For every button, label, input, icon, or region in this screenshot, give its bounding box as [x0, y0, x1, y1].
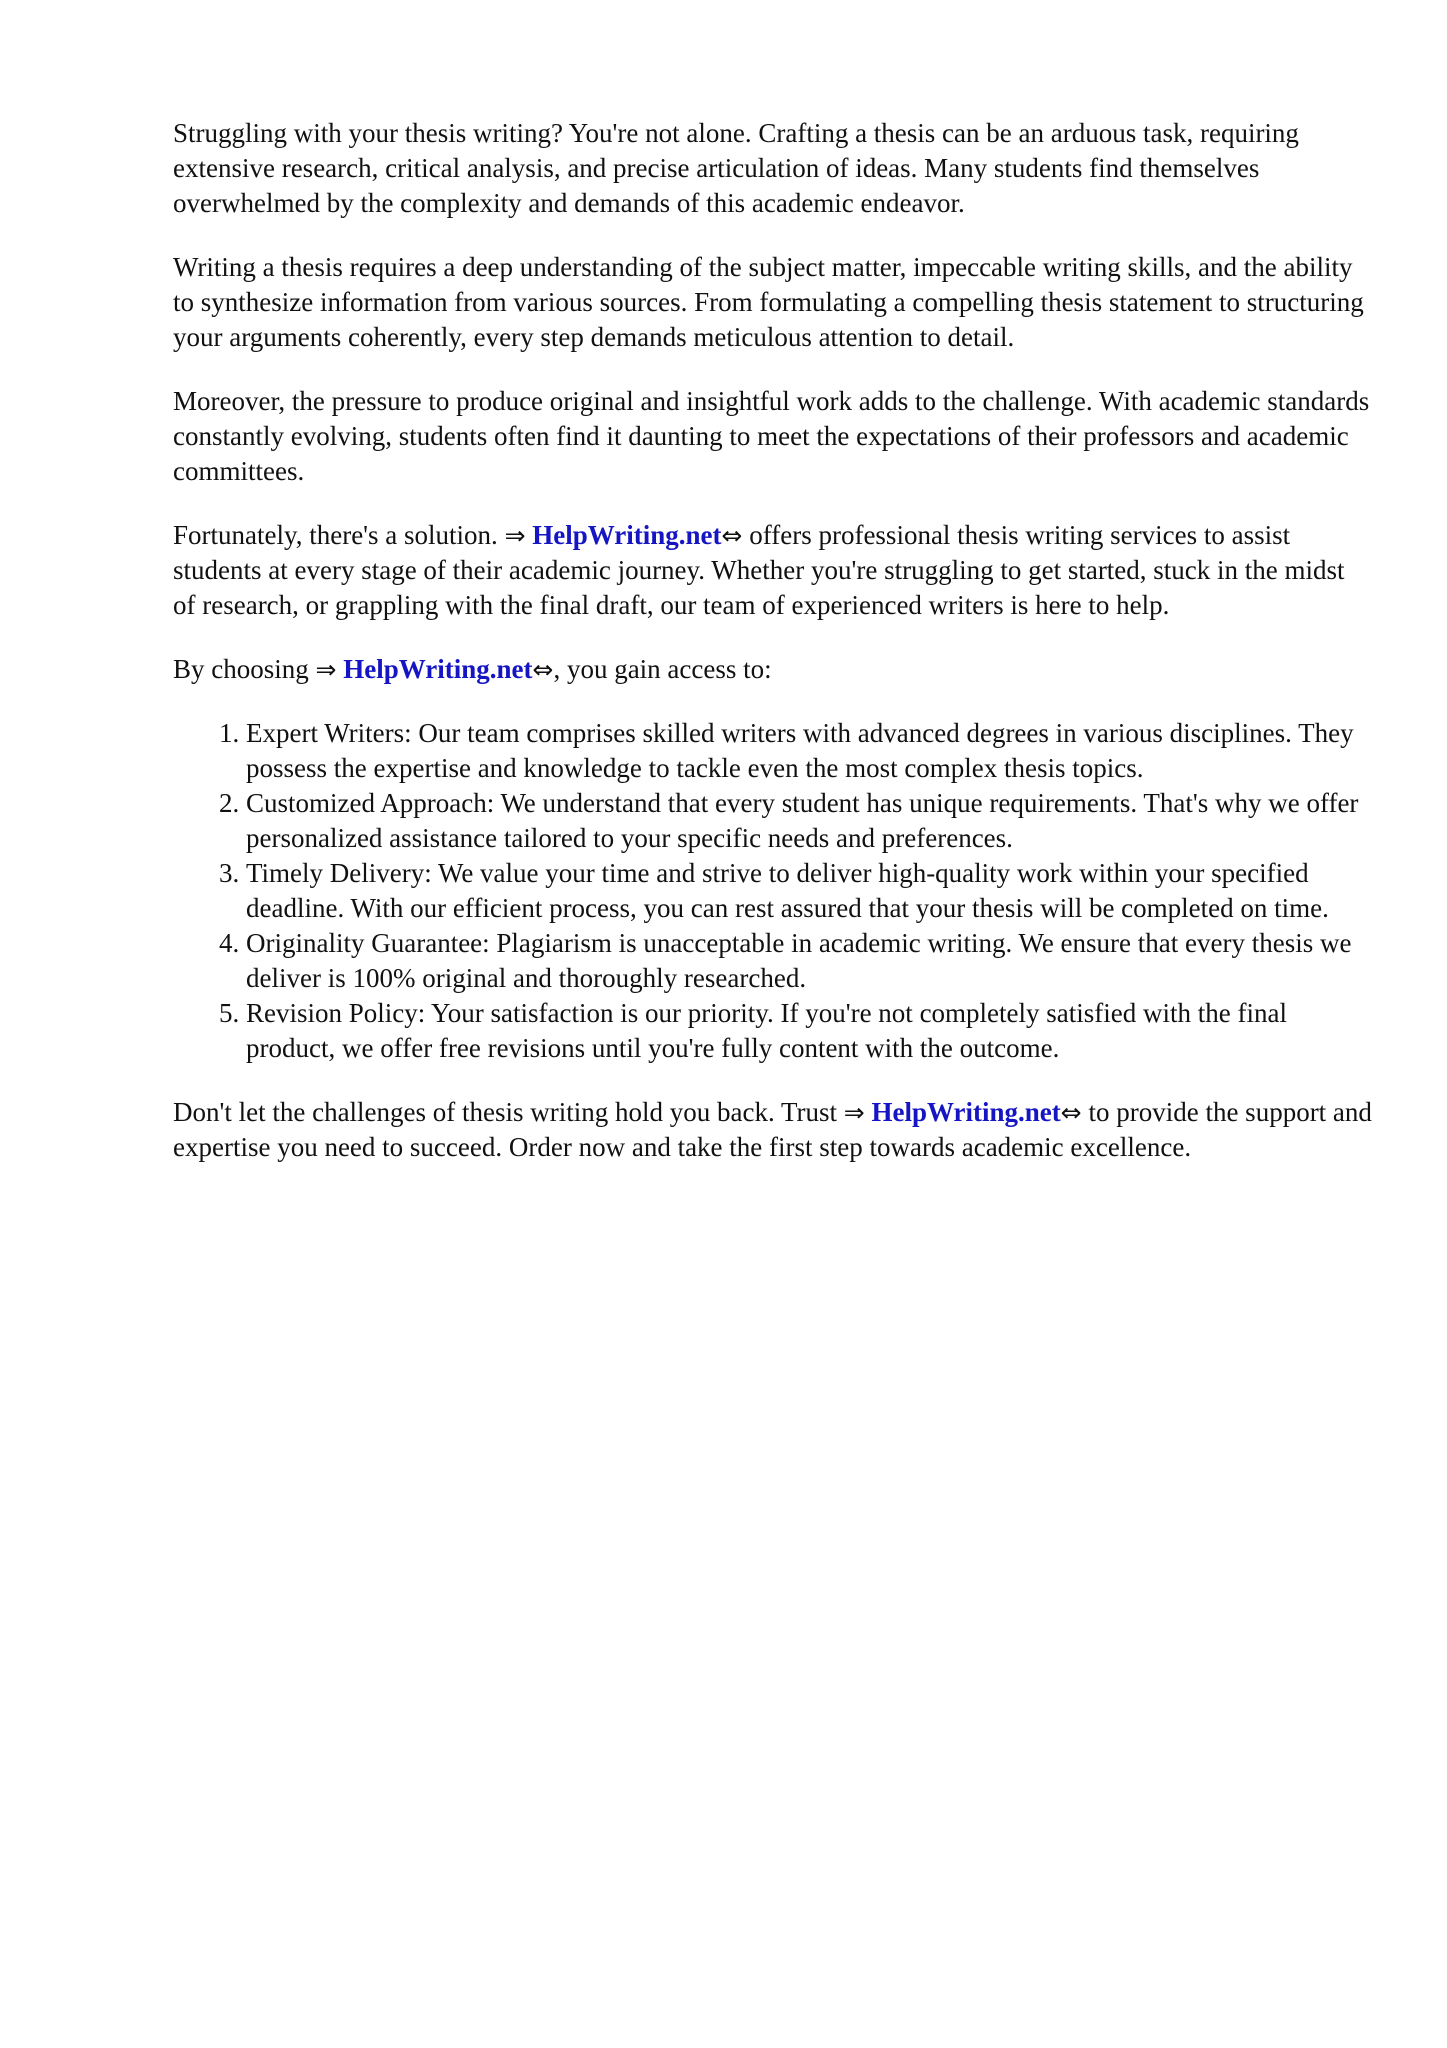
helpwriting-link[interactable]: HelpWriting.net [532, 520, 722, 550]
closing-paragraph [173, 1095, 1373, 1165]
benefits-list [173, 716, 1373, 1066]
choosing-text-after: , you gain access to: [553, 654, 772, 684]
solution-text-after: offers professional thesis writing services to assist students at every stage of their academic journey. Whether you're struggling to get started, stuck in the midst of research, or grappling with the final draft, our team of experienced writers is here to help. [173, 520, 1345, 620]
intro-paragraph: Struggling with your thesis writing? You're not alone. Crafting a thesis can be an arduous task, requiring extensive research, critical analysis, and precise articulation of ideas. Many students find themselves overwhelmed by the complexity and demands of this academic endeavor. [173, 118, 1299, 218]
list-item: 3. Timely Delivery: We value your time and strive to deliver high-quality work within your specified deadline. With our efficient process, you can rest assured that your thesis will be completed on time. [246, 856, 1373, 926]
right-arrow-icon: ⇒ [504, 521, 526, 550]
left-right-arrow-icon: ⇔ [1060, 1098, 1082, 1127]
list-item: 2. Customized Approach: We understand that every student has unique requirements. That's why we offer personalized assistance tailored to your specific needs and preferences. [246, 786, 1373, 856]
closing-text-before: Don't let the challenges of thesis writing hold you back. Trust [173, 1097, 844, 1127]
list-item: 4. Originality Guarantee: Plagiarism is unacceptable in academic writing. We ensure that every thesis we deliver is 100% original and thoroughly researched. [246, 926, 1373, 996]
requirements-paragraph: Writing a thesis requires a deep understanding of the subject matter, impeccable writing skills, and the ability to synthesize information from various sources. From formulating a compelling thesis statement to structuring your arguments coherently, every step demands meticulous attention to detail. [173, 252, 1364, 352]
solution-text-before: Fortunately, there's a solution. [173, 520, 505, 550]
list-item: 1. Expert Writers: Our team comprises skilled writers with advanced degrees in various disciplines. They possess the expertise and knowledge to tackle even the most complex thesis topics. [246, 716, 1373, 786]
closing-text-after: to provide the support and expertise you need to succeed. Order now and take the first step towards academic excellence. [173, 1097, 1372, 1162]
choosing-paragraph [173, 652, 1373, 687]
helpwriting-link[interactable]: HelpWriting.net [343, 654, 533, 684]
choosing-text-before: By choosing [173, 654, 316, 684]
pressure-paragraph: Moreover, the pressure to produce original and insightful work adds to the challenge. With academic standards constantly evolving, students often find it daunting to meet the expectations of their professors and academic committees. [173, 386, 1370, 486]
right-arrow-icon: ⇒ [843, 1098, 865, 1127]
list-item: 5. Revision Policy: Your satisfaction is our priority. If you're not completely satisfied with the final product, we offer free revisions until you're fully content with the outcome. [246, 996, 1373, 1066]
left-right-arrow-icon: ⇔ [532, 655, 554, 684]
solution-paragraph [173, 518, 1373, 623]
left-right-arrow-icon: ⇔ [721, 521, 743, 550]
helpwriting-link[interactable]: HelpWriting.net [871, 1097, 1061, 1127]
document-page [173, 116, 1373, 1194]
right-arrow-icon: ⇒ [315, 655, 337, 684]
